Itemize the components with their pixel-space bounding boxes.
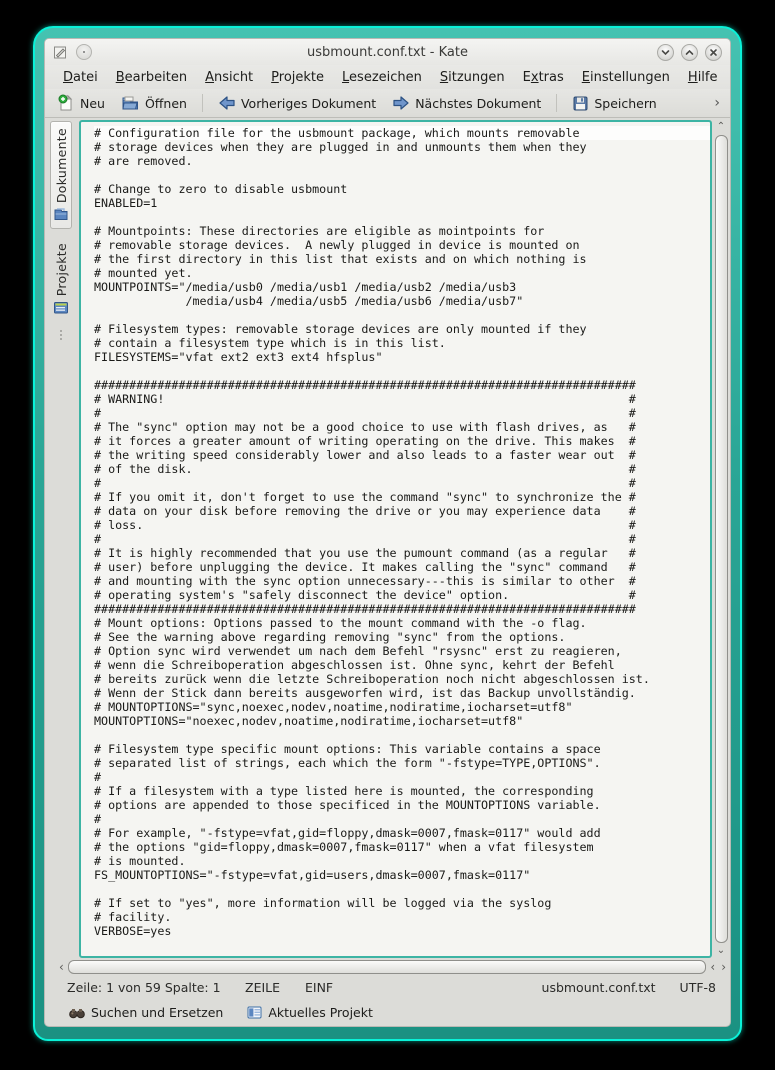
save-button[interactable] bbox=[566, 93, 662, 114]
editor-line[interactable]: # options are appended to those specificed in the MOUNTOPTIONS variable. bbox=[94, 798, 601, 812]
editor-line[interactable]: # If set to "yes", more information will be logged via the syslog bbox=[94, 896, 552, 910]
editor-line[interactable]: # operating system's "safely disconnect the device" option. # bbox=[94, 588, 636, 602]
window-title: usbmount.conf.txt - Kate bbox=[307, 44, 468, 60]
minimize-button[interactable] bbox=[657, 44, 674, 61]
projects-icon bbox=[53, 300, 69, 315]
menu-item-einstellungen[interactable]: Einstellungen bbox=[581, 69, 670, 85]
statusbar-filename: usbmount.conf.txt bbox=[541, 980, 656, 995]
previous-document-label: Vorheriges Dokument bbox=[240, 95, 377, 111]
editor-line[interactable]: # user) before unplugging the device. It makes calling the "sync" command # bbox=[94, 560, 636, 574]
editor-line[interactable] bbox=[94, 882, 710, 896]
chevron-down-icon bbox=[661, 48, 670, 57]
horizontal-scrollbar-arrows[interactable] bbox=[710, 960, 726, 974]
editor-line[interactable]: ############################################################################# bbox=[94, 378, 636, 392]
editor-line[interactable]: # bbox=[94, 812, 102, 826]
editor-line[interactable]: # MOUNTOPTIONS="sync,noexec,nodev,noatime,nodiratime,iocharset=utf8" bbox=[94, 700, 573, 714]
editor-line[interactable]: VERBOSE=yes bbox=[94, 924, 172, 938]
editor-line[interactable]: # Mount options: Options passed to the mount command with the -o flag. bbox=[94, 616, 587, 630]
editor-line[interactable]: # If a filesystem with a type listed here is mounted, the corresponding bbox=[94, 784, 594, 798]
editor-line[interactable]: # is mounted. bbox=[94, 854, 186, 868]
editor-line[interactable]: # contain a filesystem type which is in this list. bbox=[94, 336, 446, 350]
documents-icon bbox=[53, 207, 69, 222]
editor-line[interactable]: # Filesystem types: removable storage devices are only mounted if they bbox=[94, 322, 587, 336]
editor-line[interactable]: # separated list of strings, each which the form "-fstype=TYPE,OPTIONS". bbox=[94, 756, 601, 770]
bottom-toolview-bar bbox=[45, 999, 730, 1026]
main-area bbox=[45, 118, 730, 958]
editor-line[interactable]: # WARNING! # bbox=[94, 392, 636, 406]
open-button-label: Öffnen bbox=[144, 95, 187, 111]
editor-line[interactable]: /media/usb4 /media/usb5 /media/usb6 /media/usb7" bbox=[94, 294, 524, 308]
titlebar[interactable] bbox=[45, 39, 730, 65]
sidebar-tab-projekte-label: Projekte bbox=[53, 243, 69, 297]
editor-line[interactable] bbox=[94, 168, 710, 182]
editor-line[interactable]: # Change to zero to disable usbmount bbox=[94, 182, 348, 196]
editor-line[interactable]: # the first directory in this list that exists and on which nothing is bbox=[94, 252, 587, 266]
save-button-label: Speichern bbox=[594, 95, 657, 111]
horizontal-scrollbar-thumb[interactable] bbox=[68, 960, 707, 974]
editor-line[interactable]: # Mountpoints: These directories are eligible as mointpoints for bbox=[94, 224, 545, 238]
editor-line[interactable]: # of the disk. # bbox=[94, 462, 636, 476]
scroll-left-icon: ‹ bbox=[710, 960, 716, 974]
editor-line[interactable] bbox=[94, 728, 710, 742]
next-document-label: Nächstes Dokument bbox=[415, 95, 542, 111]
editor-line[interactable]: MOUNTOPTIONS="noexec,nodev,noatime,nodiratime,iocharset=utf8" bbox=[94, 714, 524, 728]
editor-line[interactable]: # Option sync wird verwendet um nach dem Befehl "rsysnc" erst zu reagieren, bbox=[94, 644, 622, 658]
menu-item-ansicht[interactable]: Ansicht bbox=[205, 69, 254, 85]
editor-line[interactable]: # facility. bbox=[94, 910, 172, 924]
window-content bbox=[44, 38, 731, 1027]
toolbar-separator bbox=[556, 94, 557, 112]
scroll-left-icon[interactable]: ‹ bbox=[59, 960, 64, 974]
search-replace-button[interactable] bbox=[65, 1003, 227, 1022]
editor-line[interactable]: # For example, "-fstype=vfat,gid=floppy,dmask=0007,fmask=0117" would add bbox=[94, 826, 601, 840]
menu-item-sitzungen[interactable]: Sitzungen bbox=[439, 69, 505, 85]
sidebar-resize-grip[interactable] bbox=[60, 330, 62, 340]
editor-line[interactable]: # # bbox=[94, 532, 636, 546]
vertical-scrollbar-thumb[interactable] bbox=[715, 135, 728, 943]
editor-line[interactable]: ############################################################################# bbox=[94, 602, 636, 616]
next-document-button[interactable] bbox=[386, 93, 547, 113]
editor-line[interactable]: # and mounting with the sync option unnecessary---this is similar to other # bbox=[94, 574, 636, 588]
editor-line[interactable]: ENABLED=1 bbox=[94, 196, 158, 210]
cursor-position: Zeile: 1 von 59 Spalte: 1 bbox=[67, 980, 221, 995]
window-menu-button[interactable] bbox=[76, 44, 92, 60]
editor-line[interactable]: # The "sync" option may not be a good choice to use with flash drives, as # bbox=[94, 420, 636, 434]
editor-line[interactable]: # are removed. bbox=[94, 154, 193, 168]
menubar bbox=[45, 65, 730, 89]
scroll-down-icon[interactable]: ⌄ bbox=[716, 945, 726, 956]
vertical-scrollbar[interactable] bbox=[712, 120, 730, 958]
editor-line[interactable]: # If you omit it, don't forget to use the command "sync" to synchronize the # bbox=[94, 490, 636, 504]
editor-line[interactable]: FS_MOUNTOPTIONS="-fstype=vfat,gid=users,dmask=0007,fmask=0117" bbox=[94, 868, 531, 882]
menu-item-hilfe[interactable]: Hilfe bbox=[687, 69, 718, 85]
arrow-right-icon bbox=[392, 95, 410, 111]
statusbar-encoding: UTF-8 bbox=[679, 980, 716, 995]
close-button[interactable] bbox=[705, 44, 722, 61]
scroll-right-icon: › bbox=[721, 960, 726, 974]
text-editor[interactable] bbox=[79, 120, 712, 958]
current-project-label: Aktuelles Projekt bbox=[268, 1005, 373, 1020]
editor-line[interactable]: # Configuration file for the usbmount package, which mounts removable bbox=[94, 126, 712, 140]
toolbar-overflow-button[interactable]: › bbox=[714, 95, 720, 111]
open-button[interactable] bbox=[115, 93, 193, 114]
editor-line[interactable]: # removable storage devices. A newly plugged in device is mounted on bbox=[94, 238, 580, 252]
horizontal-scrollbar[interactable] bbox=[45, 958, 730, 976]
editor-line[interactable] bbox=[94, 364, 710, 378]
editor-line[interactable]: # Wenn der Stick dann bereits ausgeworfen wird, ist das Backup unvollständig. bbox=[94, 686, 636, 700]
menu-item-lesezeichen[interactable]: Lesezeichen bbox=[342, 69, 422, 85]
editor-line[interactable]: # mounted yet. bbox=[94, 266, 193, 280]
open-folder-icon bbox=[121, 95, 140, 112]
menu-item-datei[interactable]: Datei bbox=[63, 69, 98, 85]
document-text bbox=[94, 126, 710, 938]
toolbar-separator bbox=[202, 94, 203, 112]
editor-line[interactable]: # the options "gid=floppy,dmask=0007,fmask=0117" when a vfat filesystem bbox=[94, 840, 594, 854]
sidebar-tabbar bbox=[45, 118, 77, 958]
search-replace-label: Suchen und Ersetzen bbox=[91, 1005, 224, 1020]
kate-window bbox=[33, 26, 742, 1041]
toolbar bbox=[45, 89, 730, 118]
editor-line[interactable]: # it forces a greater amount of writing operating on the drive. This makes # bbox=[94, 434, 636, 448]
editor-line[interactable]: # bbox=[94, 770, 102, 784]
editor-line[interactable]: # bereits zurück wenn die letzte Schreiboperation noch nicht abgeschlossen ist. bbox=[94, 672, 650, 686]
editor-line[interactable]: # storage devices when they are plugged in and unmounts them when they bbox=[94, 140, 587, 154]
editor-line[interactable] bbox=[94, 210, 710, 224]
selection-mode: ZEILE bbox=[245, 980, 281, 995]
menu-item-projekte[interactable]: Projekte bbox=[271, 69, 325, 85]
editor-line[interactable]: # See the warning above regarding removing "sync" from the options. bbox=[94, 630, 566, 644]
sidebar-tab-projekte[interactable] bbox=[51, 237, 71, 321]
editor-line[interactable]: FILESYSTEMS="vfat ext2 ext3 ext4 hfsplus" bbox=[94, 350, 383, 364]
new-document-icon bbox=[57, 94, 75, 112]
new-button[interactable] bbox=[51, 92, 111, 114]
editor-line[interactable]: # It is highly recommended that you use the pumount command (as a regular # bbox=[94, 546, 636, 560]
menu-item-bearbeiten[interactable]: Bearbeiten bbox=[115, 69, 188, 85]
kate-app-icon bbox=[53, 45, 68, 60]
editor-line[interactable]: # Filesystem type specific mount options: This variable contains a space bbox=[94, 742, 601, 756]
maximize-button[interactable] bbox=[681, 44, 698, 61]
current-project-button[interactable] bbox=[243, 1003, 377, 1022]
editor-line[interactable]: # data on your disk before removing the drive or you may experience data # bbox=[94, 504, 636, 518]
project-icon bbox=[247, 1006, 262, 1019]
editor-line[interactable]: MOUNTPOINTS="/media/usb0 /media/usb1 /media/usb2 /media/usb3 bbox=[94, 280, 517, 294]
editor-line[interactable]: # the writing speed considerably lower and also leads to a faster wear out # bbox=[94, 448, 636, 462]
save-floppy-icon bbox=[572, 95, 589, 112]
insert-mode: EINF bbox=[305, 980, 334, 995]
editor-line[interactable]: # loss. # bbox=[94, 518, 636, 532]
editor-line[interactable]: # # bbox=[94, 476, 636, 490]
menu-item-extras[interactable]: Extras bbox=[522, 69, 564, 85]
new-button-label: Neu bbox=[80, 95, 105, 111]
previous-document-button[interactable] bbox=[212, 93, 382, 113]
scroll-up-icon[interactable]: ⌃ bbox=[716, 121, 726, 132]
arrow-left-icon bbox=[218, 95, 236, 111]
sidebar-tab-dokumente-label: Dokumente bbox=[53, 128, 69, 204]
statusbar bbox=[45, 976, 730, 999]
editor-line[interactable]: # # bbox=[94, 406, 636, 420]
sidebar-tab-dokumente[interactable] bbox=[50, 121, 72, 229]
editor-line[interactable]: # wenn die Schreiboperation abgeschlossen ist. Ohne sync, kehrt der Befehl bbox=[94, 658, 615, 672]
binoculars-icon bbox=[69, 1006, 85, 1019]
editor-line[interactable] bbox=[94, 308, 710, 322]
chevron-up-icon bbox=[685, 48, 694, 57]
close-icon bbox=[709, 48, 718, 57]
editor-zone bbox=[77, 118, 730, 958]
